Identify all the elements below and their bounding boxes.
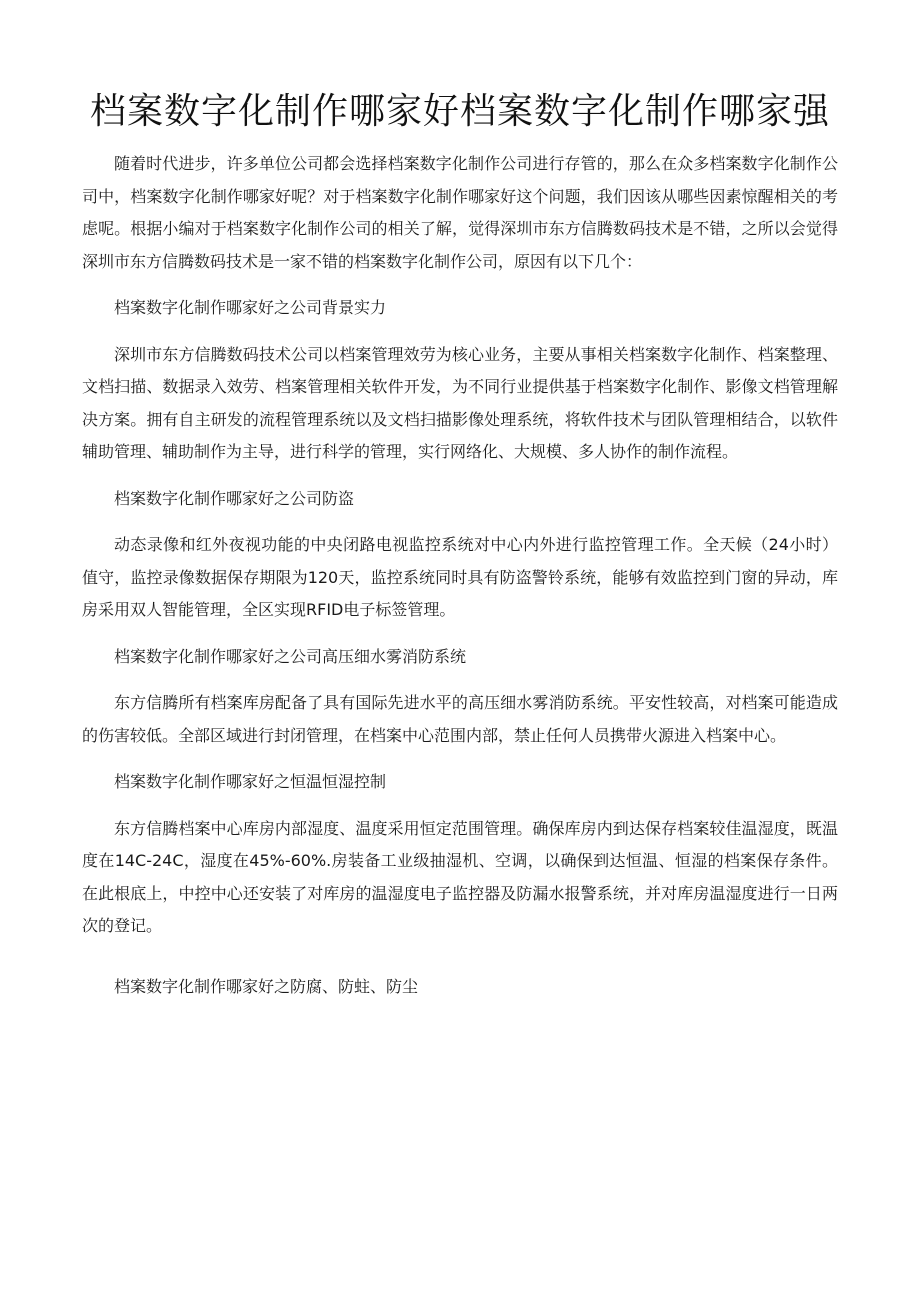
section-body-climate-control: 东方信腾档案中心库房内部湿度、温度采用恒定范围管理。确保库房内到达保存档案较佳温湿度，既温度在14C-24C，湿度在45%-60%.房装备工业级抽湿机、空调，以确保到达恒温、恒湿的档案保存条件。在此根底上，中控中心还安装了对库房的温湿度电子监控器及防漏水报警系统，并对库房温湿度进行一日两次的登记。 [82, 818, 838, 935]
section-body-background: 深圳市东方信腾数码技术公司以档案管理效劳为核心业务，主要从事相关档案数字化制作、档案整理、文档扫描、数据录入效劳、档案管理相关软件开发，为不同行业提供基于档案数字化制作、影像文档管理解决方案。拥有自主研发的流程管理系统以及文档扫描影像处理系统，将软件技术与团队管理相结合，以软件辅助管理、辅助制作为主导，进行科学的管理，实行网络化、大规模、多人协作的制作流程。 [82, 344, 838, 461]
section-body-antitheft: 动态录像和红外夜视功能的中央闭路电视监控系统对中心内外进行监控管理工作。全天候（24小时）值守，监控录像数据保存期限为120天，监控系统同时具有防盗警铃系统，能够有效监控到门窗的异动，库房采用双人智能管理，全区实现RFID电子标签管理。 [82, 535, 838, 619]
section-heading-background: 档案数字化制作哪家好之公司背景实力 [114, 298, 387, 317]
section-heading-antitheft: 档案数字化制作哪家好之公司防盗 [114, 488, 355, 508]
intro-paragraph: 随着时代进步，许多单位公司都会选择档案数字化制作公司进行存管的，那么在众多档案数字化制作公司中，档案数字化制作哪家好呢？对于档案数字化制作哪家好这个问题，我们因该从哪些因素惊醒相关的考虑呢。根据小编对于档案数字化制作公司的相关了解，觉得深圳市东方信腾数码技术是不错，之所以会觉得深圳市东方信腾数码技术是一家不错的档案数字化制作公司，原因有以下几个： [82, 154, 838, 271]
document-body [82, 148, 838, 1017]
section-heading-climate-control: 档案数字化制作哪家好之恒温恒湿控制 [114, 772, 387, 791]
page-title: 档案数字化制作哪家好档案数字化制作哪家强 [89, 91, 830, 132]
section-spacer [82, 957, 838, 971]
section-body-fire-system: 东方信腾所有档案库房配备了具有国际先进水平的高压细水雾消防系统。平安性较高，对档案可能造成的伤害较低。全部区域进行封闭管理，在档案中心范围内部，禁止任何人员携带火源进入档案中心。 [82, 693, 838, 745]
section-heading-preservation: 档案数字化制作哪家好之防腐、防蛀、防尘 [114, 976, 419, 996]
section-heading-fire-system: 档案数字化制作哪家好之公司高压细水雾消防系统 [114, 646, 467, 666]
